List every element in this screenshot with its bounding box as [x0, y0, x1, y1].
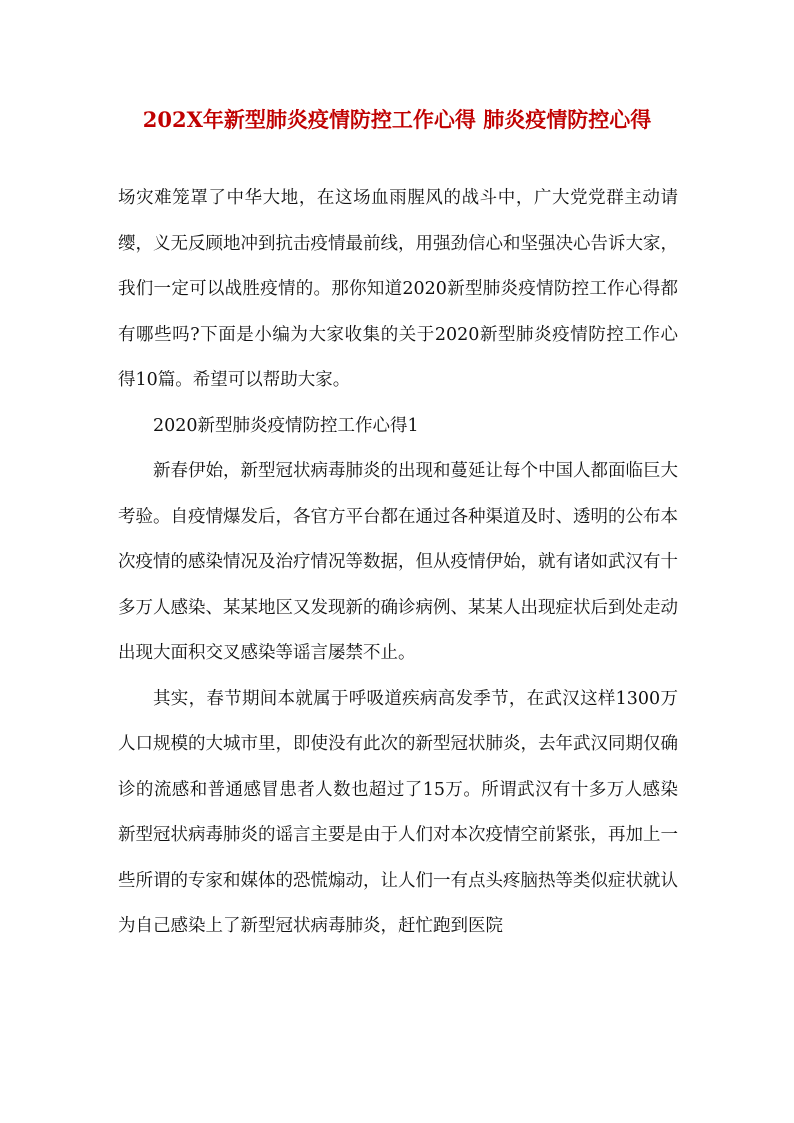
document-body	[118, 176, 678, 950]
document-title: 202X年新型肺炎疫情防控工作心得 肺炎疫情防控心得	[142, 107, 652, 132]
intro-paragraph: 场灾难笼罩了中华大地，在这场血雨腥风的战斗中，广大党党群主动请缨，义无反顾地冲到抗击疫情最前线，用强劲信心和坚强决心告诉大家，我们一定可以战胜疫情的。那你知道2020新型肺炎疫情防控工作心得都有哪些吗?下面是小编为大家收集的关于2020新型肺炎疫情防控工作心得10篇。希望可以帮助大家。	[118, 188, 678, 390]
body-paragraph: 新春伊始，新型冠状病毒肺炎的出现和蔓延让每个中国人都面临巨大考验。自疫情爆发后，各官方平台都在通过各种渠道及时、透明的公布本次疫情的感染情况及治疗情况等数据，但从疫情伊始，就有诸如武汉有十多万人感染、某某地区又发现新的确诊病例、某某人出现症状后到处走动出现大面积交叉感染等谣言屡禁不止。	[118, 461, 678, 663]
section-heading: 2020新型肺炎疫情防控工作心得1	[153, 415, 419, 436]
body-paragraph: 其实，春节期间本就属于呼吸道疾病高发季节，在武汉这样1300万人口规模的大城市里，即使没有此次的新型冠状肺炎，去年武汉同期仅确诊的流感和普通感冒患者人数也超过了15万。所谓武汉有十多万人感染新型冠状病毒肺炎的谣言主要是由于人们对本次疫情空前紧张，再加上一些所谓的专家和媒体的恐慌煽动，让人们一有点头疼脑热等类似症状就认为自己感染上了新型冠状病毒肺炎，赶忙跑到医院	[118, 688, 678, 936]
